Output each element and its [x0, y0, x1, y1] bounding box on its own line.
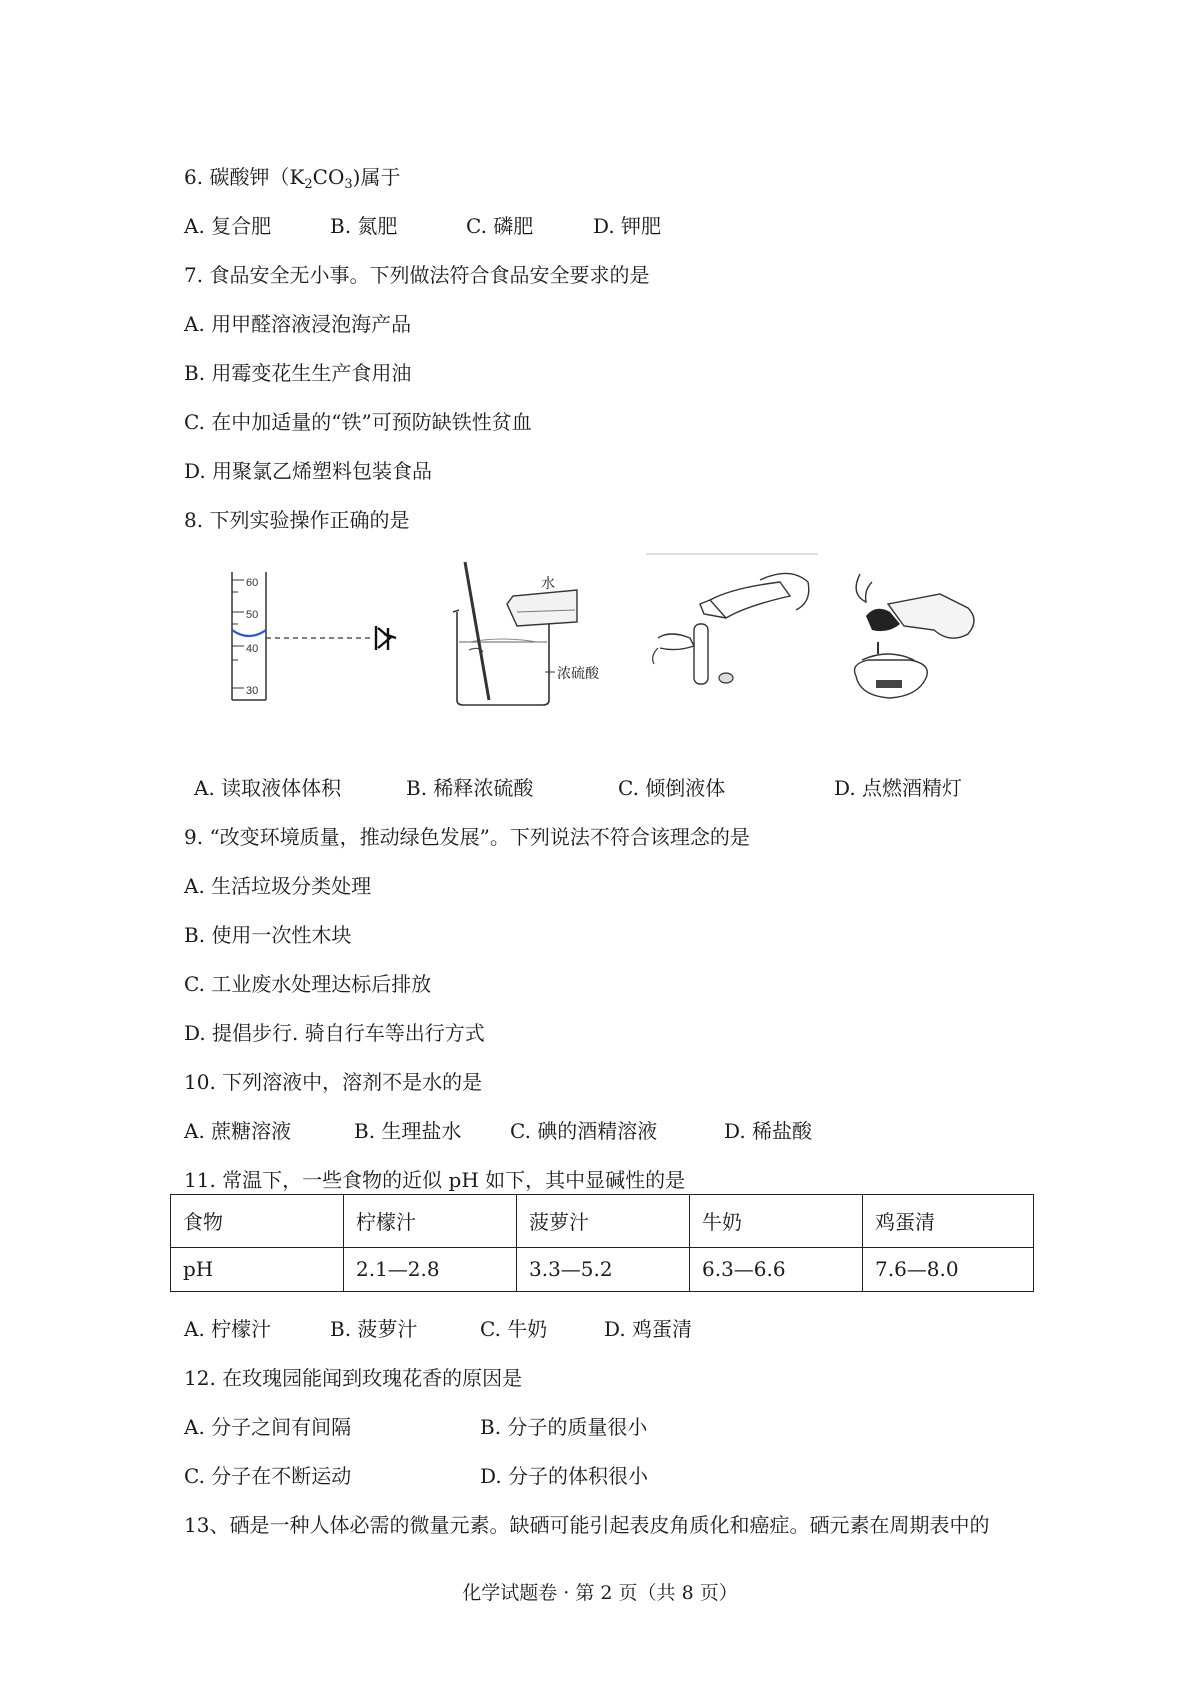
- q12-option-d[interactable]: D. 分子的体积很小: [480, 1464, 649, 1488]
- q10-option-a[interactable]: A. 蔗糖溶液: [184, 1119, 292, 1143]
- q11-stem: 11. 常温下，一些食物的近似 pH 如下，其中显碱性的是: [184, 1168, 686, 1192]
- q8-option-a[interactable]: A. 读取液体体积: [194, 776, 342, 800]
- q10-option-c[interactable]: C. 碘的酒精溶液: [510, 1119, 658, 1143]
- q9-option-a[interactable]: A. 生活垃圾分类处理: [184, 874, 372, 898]
- table-header-row: [171, 1195, 1034, 1248]
- table-cell: 鸡蛋清: [863, 1195, 1034, 1248]
- q6-option-c[interactable]: C. 磷肥: [466, 214, 534, 238]
- q11-option-b[interactable]: B. 菠萝汁: [330, 1317, 418, 1341]
- q8-stem: 8. 下列实验操作正确的是: [184, 508, 410, 532]
- table-cell: 3.3—5.2: [517, 1247, 690, 1291]
- table-row: [171, 1247, 1034, 1291]
- figure-dilute-acid: [445, 560, 615, 710]
- q12-stem: 12. 在玫瑰园能闻到玫瑰花香的原因是: [184, 1366, 523, 1390]
- tick-40: 40: [246, 643, 259, 655]
- table-cell: 食物: [171, 1195, 344, 1248]
- q7-option-d[interactable]: D. 用聚氯乙烯塑料包装食品: [184, 459, 433, 483]
- q8-option-c[interactable]: C. 倾倒液体: [618, 776, 726, 800]
- figure-pour-liquid: [640, 552, 830, 702]
- table-cell: 2.1—2.8: [344, 1247, 517, 1291]
- page-footer: 化学试题卷 · 第 2 页（共 8 页）: [462, 1582, 738, 1604]
- tick-30: 30: [246, 685, 259, 697]
- label-water: 水: [541, 576, 555, 592]
- q12-option-c[interactable]: C. 分子在不断运动: [184, 1464, 352, 1488]
- q7-stem: 7. 食品安全无小事。下列做法符合食品安全要求的是: [184, 263, 650, 287]
- q9-option-b[interactable]: B. 使用一次性木块: [184, 923, 352, 947]
- q11-option-c[interactable]: C. 牛奶: [480, 1317, 548, 1341]
- q7-option-c[interactable]: C. 在中加适量的“铁”可预防缺铁性贫血: [184, 410, 532, 434]
- ph-table: [170, 1194, 1034, 1292]
- table-cell: 菠萝汁: [517, 1195, 690, 1248]
- q6-option-d[interactable]: D. 钾肥: [593, 214, 662, 238]
- q12-option-b[interactable]: B. 分子的质量很小: [480, 1415, 648, 1439]
- eye-icon: [376, 626, 396, 650]
- q9-stem: 9. “改变环境质量，推动绿色发展”。下列说法不符合该理念的是: [184, 825, 750, 849]
- q9-option-c[interactable]: C. 工业废水处理达标后排放: [184, 972, 432, 996]
- q13-stem: 13、硒是一种人体必需的微量元素。缺硒可能引起表皮角质化和癌症。硒元素在周期表中的: [184, 1513, 990, 1537]
- q11-option-d[interactable]: D. 鸡蛋清: [604, 1317, 693, 1341]
- q10-option-b[interactable]: B. 生理盐水: [354, 1119, 462, 1143]
- tick-60: 60: [246, 577, 259, 589]
- q11-option-a[interactable]: A. 柠檬汁: [184, 1317, 272, 1341]
- q6-option-b[interactable]: B. 氮肥: [330, 214, 398, 238]
- label-acid: 浓硫酸: [557, 666, 599, 682]
- table-cell: 牛奶: [690, 1195, 863, 1248]
- q9-option-d[interactable]: D. 提倡步行. 骑自行车等出行方式: [184, 1021, 485, 1045]
- q7-option-b[interactable]: B. 用霉变花生生产食用油: [184, 361, 412, 385]
- table-cell: pH: [171, 1247, 344, 1291]
- q7-option-a[interactable]: A. 用甲醛溶液浸泡海产品: [184, 312, 412, 336]
- table-cell: 6.3—6.6: [690, 1247, 863, 1291]
- q10-stem: 10. 下列溶液中，溶剂不是水的是: [184, 1070, 483, 1094]
- q10-option-d[interactable]: D. 稀盐酸: [724, 1119, 813, 1143]
- figure-read-volume: [226, 568, 416, 708]
- q6-stem: 6. 碳酸钾$(K_2CO_3)$属于: [184, 165, 401, 192]
- table-cell: 7.6—8.0: [863, 1247, 1034, 1291]
- q8-option-d[interactable]: D. 点燃酒精灯: [834, 776, 963, 800]
- q6-option-a[interactable]: A. 复合肥: [184, 214, 272, 238]
- q12-option-a[interactable]: A. 分子之间有间隔: [184, 1415, 352, 1439]
- table-cell: 柠檬汁: [344, 1195, 517, 1248]
- figure-light-lamp: [848, 568, 998, 708]
- tick-50: 50: [246, 609, 259, 621]
- q8-option-b[interactable]: B. 稀释浓硫酸: [406, 776, 534, 800]
